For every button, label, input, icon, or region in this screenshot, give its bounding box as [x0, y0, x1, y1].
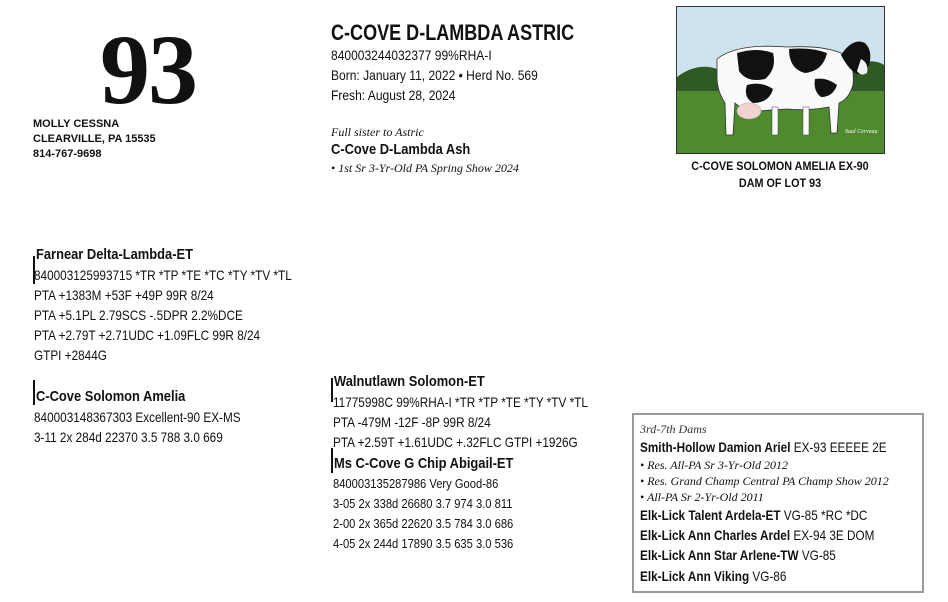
dam-sire-line: PTA -479M -12F -8P 99R 8/24: [333, 414, 491, 430]
dam-entry-name: Smith-Hollow Damion Ariel: [640, 439, 791, 455]
cow-image: [677, 7, 884, 153]
dam-entry-name: Elk-Lick Ann Star Arlene-TW: [640, 547, 799, 563]
sire-line: 840003125993715 *TR *TP *TE *TC *TY *TV *TL: [34, 267, 292, 283]
granddam-line: 3-05 2x 338d 26680 3.7 974 3.0 811: [333, 496, 513, 511]
dam-line: 3-11 2x 284d 22370 3.5 788 3.0 669: [34, 429, 223, 445]
sire-line: PTA +2.79T +2.71UDC +1.09FLC 99R 8/24: [34, 327, 261, 343]
photo-caption-title: C-COVE SOLOMON AMELIA EX-90: [691, 159, 869, 173]
dam-entry: [640, 547, 836, 563]
consignor-info: [33, 117, 156, 162]
dam-entry-score: VG-85: [798, 547, 836, 563]
granddam-info: [333, 474, 543, 554]
dam-entry-name: Elk-Lick Ann Viking: [640, 568, 750, 584]
sire-line: PTA +1383M +53F +49P 99R 8/24: [34, 287, 214, 303]
photo-caption: [640, 158, 920, 192]
dam-name: C-Cove Solomon Amelia: [36, 388, 186, 405]
consignor-name: MOLLY CESSNA: [33, 118, 120, 130]
photo-caption-subtitle: DAM OF LOT 93: [738, 176, 822, 190]
dam-entry: [640, 568, 786, 584]
dam-entry-score: VG-86: [749, 568, 787, 584]
dam-photo: [676, 6, 885, 154]
sire-line: PTA +5.1PL 2.79SCS -.5DPR 2.2%DCE: [34, 307, 243, 323]
sister-name: C-Cove D-Lambda Ash: [331, 141, 471, 158]
sire-name: Farnear Delta-Lambda-ET: [36, 246, 193, 263]
granddam-name: Ms C-Cove G Chip Abigail-ET: [334, 455, 514, 472]
lot-number: 93: [100, 14, 196, 125]
granddam-line: 840003135287986 Very Good-86: [333, 476, 499, 491]
dam-entry-name: Elk-Lick Talent Ardela-ET: [640, 507, 781, 523]
sister-note: Full sister to Astric: [331, 125, 424, 139]
dam-entry: [640, 527, 874, 543]
dam-award: • Res. Grand Champ Central PA Champ Show 2012: [640, 474, 889, 488]
dam-sire-line: PTA +2.59T +1.61UDC +.32FLC GTPI +1926G: [333, 434, 578, 450]
granddam-line: 4-05 2x 244d 17890 3.5 635 3.0 536: [333, 536, 514, 551]
dam-info: [34, 407, 280, 447]
dam-entry: [640, 439, 887, 455]
dams-title: 3rd-7th Dams: [640, 422, 707, 436]
dam-award: • All-PA Sr 2-Yr-Old 2011: [640, 490, 764, 504]
sire-line: GTPI +2844G: [34, 347, 107, 363]
animal-born: Born: January 11, 2022 • Herd No. 569: [331, 67, 538, 83]
animal-registration: 840003244032377 99%RHA-I: [331, 47, 492, 63]
sister-award: • 1st Sr 3-Yr-Old PA Spring Show 2024: [331, 161, 519, 175]
dam-entry-score: EX-94 3E DOM: [790, 527, 875, 543]
animal-name: C-COVE D-LAMBDA ASTRIC: [331, 20, 575, 45]
dam-entry-score: VG-85 *RC *DC: [780, 507, 868, 523]
dam-sire-name: Walnutlawn Solomon-ET: [334, 373, 485, 390]
consignor-phone: 814-767-9698: [33, 148, 102, 160]
dam-sire-line: 11775998C 99%RHA-I *TR *TP *TE *TY *TV *TL: [333, 394, 588, 410]
animal-fresh: Fresh: August 28, 2024: [331, 87, 456, 103]
pedigree-line-dam: [33, 380, 35, 405]
dam-award: • Res. All-PA Sr 3-Yr-Old 2012: [640, 458, 788, 472]
dam-entry: [640, 507, 867, 523]
dam-line: 840003148367303 Excellent-90 EX-MS: [34, 409, 241, 425]
granddam-line: 2-00 2x 365d 22620 3.5 784 3.0 686: [333, 516, 514, 531]
dam-entry-score: EX-93 EEEEE 2E: [790, 439, 887, 455]
dam-entry-name: Elk-Lick Ann Charles Ardel: [640, 527, 791, 543]
sire-info: [34, 265, 341, 365]
photographer-signature: Saul Cerveau: [845, 129, 878, 135]
dam-sire-info: [333, 392, 636, 452]
consignor-address: CLEARVILLE, PA 15535: [33, 133, 156, 145]
